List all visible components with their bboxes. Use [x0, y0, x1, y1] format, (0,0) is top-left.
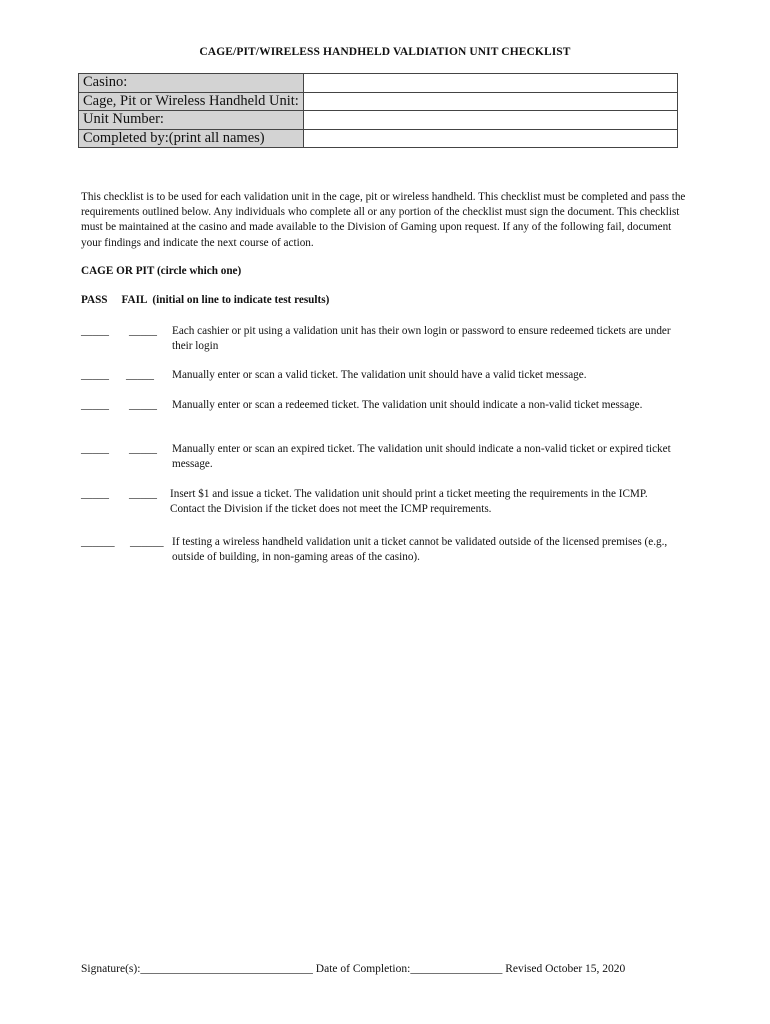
- completed-by-field[interactable]: [304, 129, 678, 148]
- info-row-completed-by: [79, 129, 678, 148]
- pass-blank[interactable]: _____: [81, 488, 109, 500]
- info-label: Cage, Pit or Wireless Handheld Unit:: [79, 92, 304, 111]
- item-text: Insert $1 and issue a ticket. The validation unit should print a ticket meeting the requirements in the ICMP. Contact the Division if the ticket does not meet the ICMP requirements.: [170, 488, 648, 516]
- unit-number-field[interactable]: [304, 111, 678, 130]
- signature-footer: Signature(s):______________________________ Date of Completion:________________ Revised October 15, 2020: [81, 963, 626, 975]
- columns-heading: PASS FAIL (initial on line to indicate test results): [81, 294, 330, 306]
- item-text: Manually enter or scan an expired ticket. The validation unit should indicate a non-valid ticket or expired ticket message.: [172, 443, 671, 471]
- pass-blank[interactable]: _____: [81, 399, 109, 411]
- pass-blank[interactable]: _____: [81, 369, 109, 381]
- pass-blank[interactable]: _____: [81, 325, 109, 337]
- fail-blank[interactable]: _____: [126, 369, 154, 381]
- item-text: Manually enter or scan a redeemed ticket. The validation unit should indicate a non-valid ticket message.: [172, 399, 643, 411]
- fail-blank[interactable]: _____: [129, 443, 157, 455]
- info-table: [78, 73, 678, 148]
- unit-type-field[interactable]: [304, 92, 678, 111]
- intro-paragraph: This checklist is to be used for each validation unit in the cage, pit or wireless handheld. This checklist must be completed and pass the requirements outlined below. Any individuals who complete all or any portion of the checklist must sign the document. This checklist must be maintained at the casino and made available to the Division of Gaming upon request. If any of the following fail, document your findings and indicate the next course of action.: [81, 191, 686, 249]
- fail-blank[interactable]: _____: [129, 399, 157, 411]
- section-heading: CAGE OR PIT (circle which one): [81, 265, 242, 277]
- fail-blank[interactable]: _____: [129, 325, 157, 337]
- info-row-unit-type: [79, 92, 678, 111]
- pass-blank[interactable]: _____: [81, 443, 109, 455]
- info-label: Unit Number:: [79, 111, 304, 130]
- document-title: CAGE/PIT/WIRELESS HANDHELD VALDIATION UNIT CHECKLIST: [199, 46, 571, 58]
- item-text: If testing a wireless handheld validation unit a ticket cannot be validated outside of the licensed premises (e.g., outside of building, in non-gaming areas of the casino).: [172, 536, 668, 564]
- info-row-unit-number: [79, 111, 678, 130]
- fail-blank[interactable]: _____: [129, 488, 157, 500]
- fail-blank[interactable]: ______: [130, 536, 164, 548]
- info-row-casino: [79, 74, 678, 93]
- info-label: Casino:: [79, 74, 304, 93]
- casino-field[interactable]: [304, 74, 678, 93]
- pass-blank[interactable]: ______: [81, 536, 115, 548]
- item-text: Each cashier or pit using a validation unit has their own login or password to ensure redeemed tickets are under their login: [172, 325, 671, 353]
- item-text: Manually enter or scan a valid ticket. The validation unit should have a valid ticket message.: [172, 369, 587, 381]
- info-label: Completed by:(print all names): [79, 129, 304, 148]
